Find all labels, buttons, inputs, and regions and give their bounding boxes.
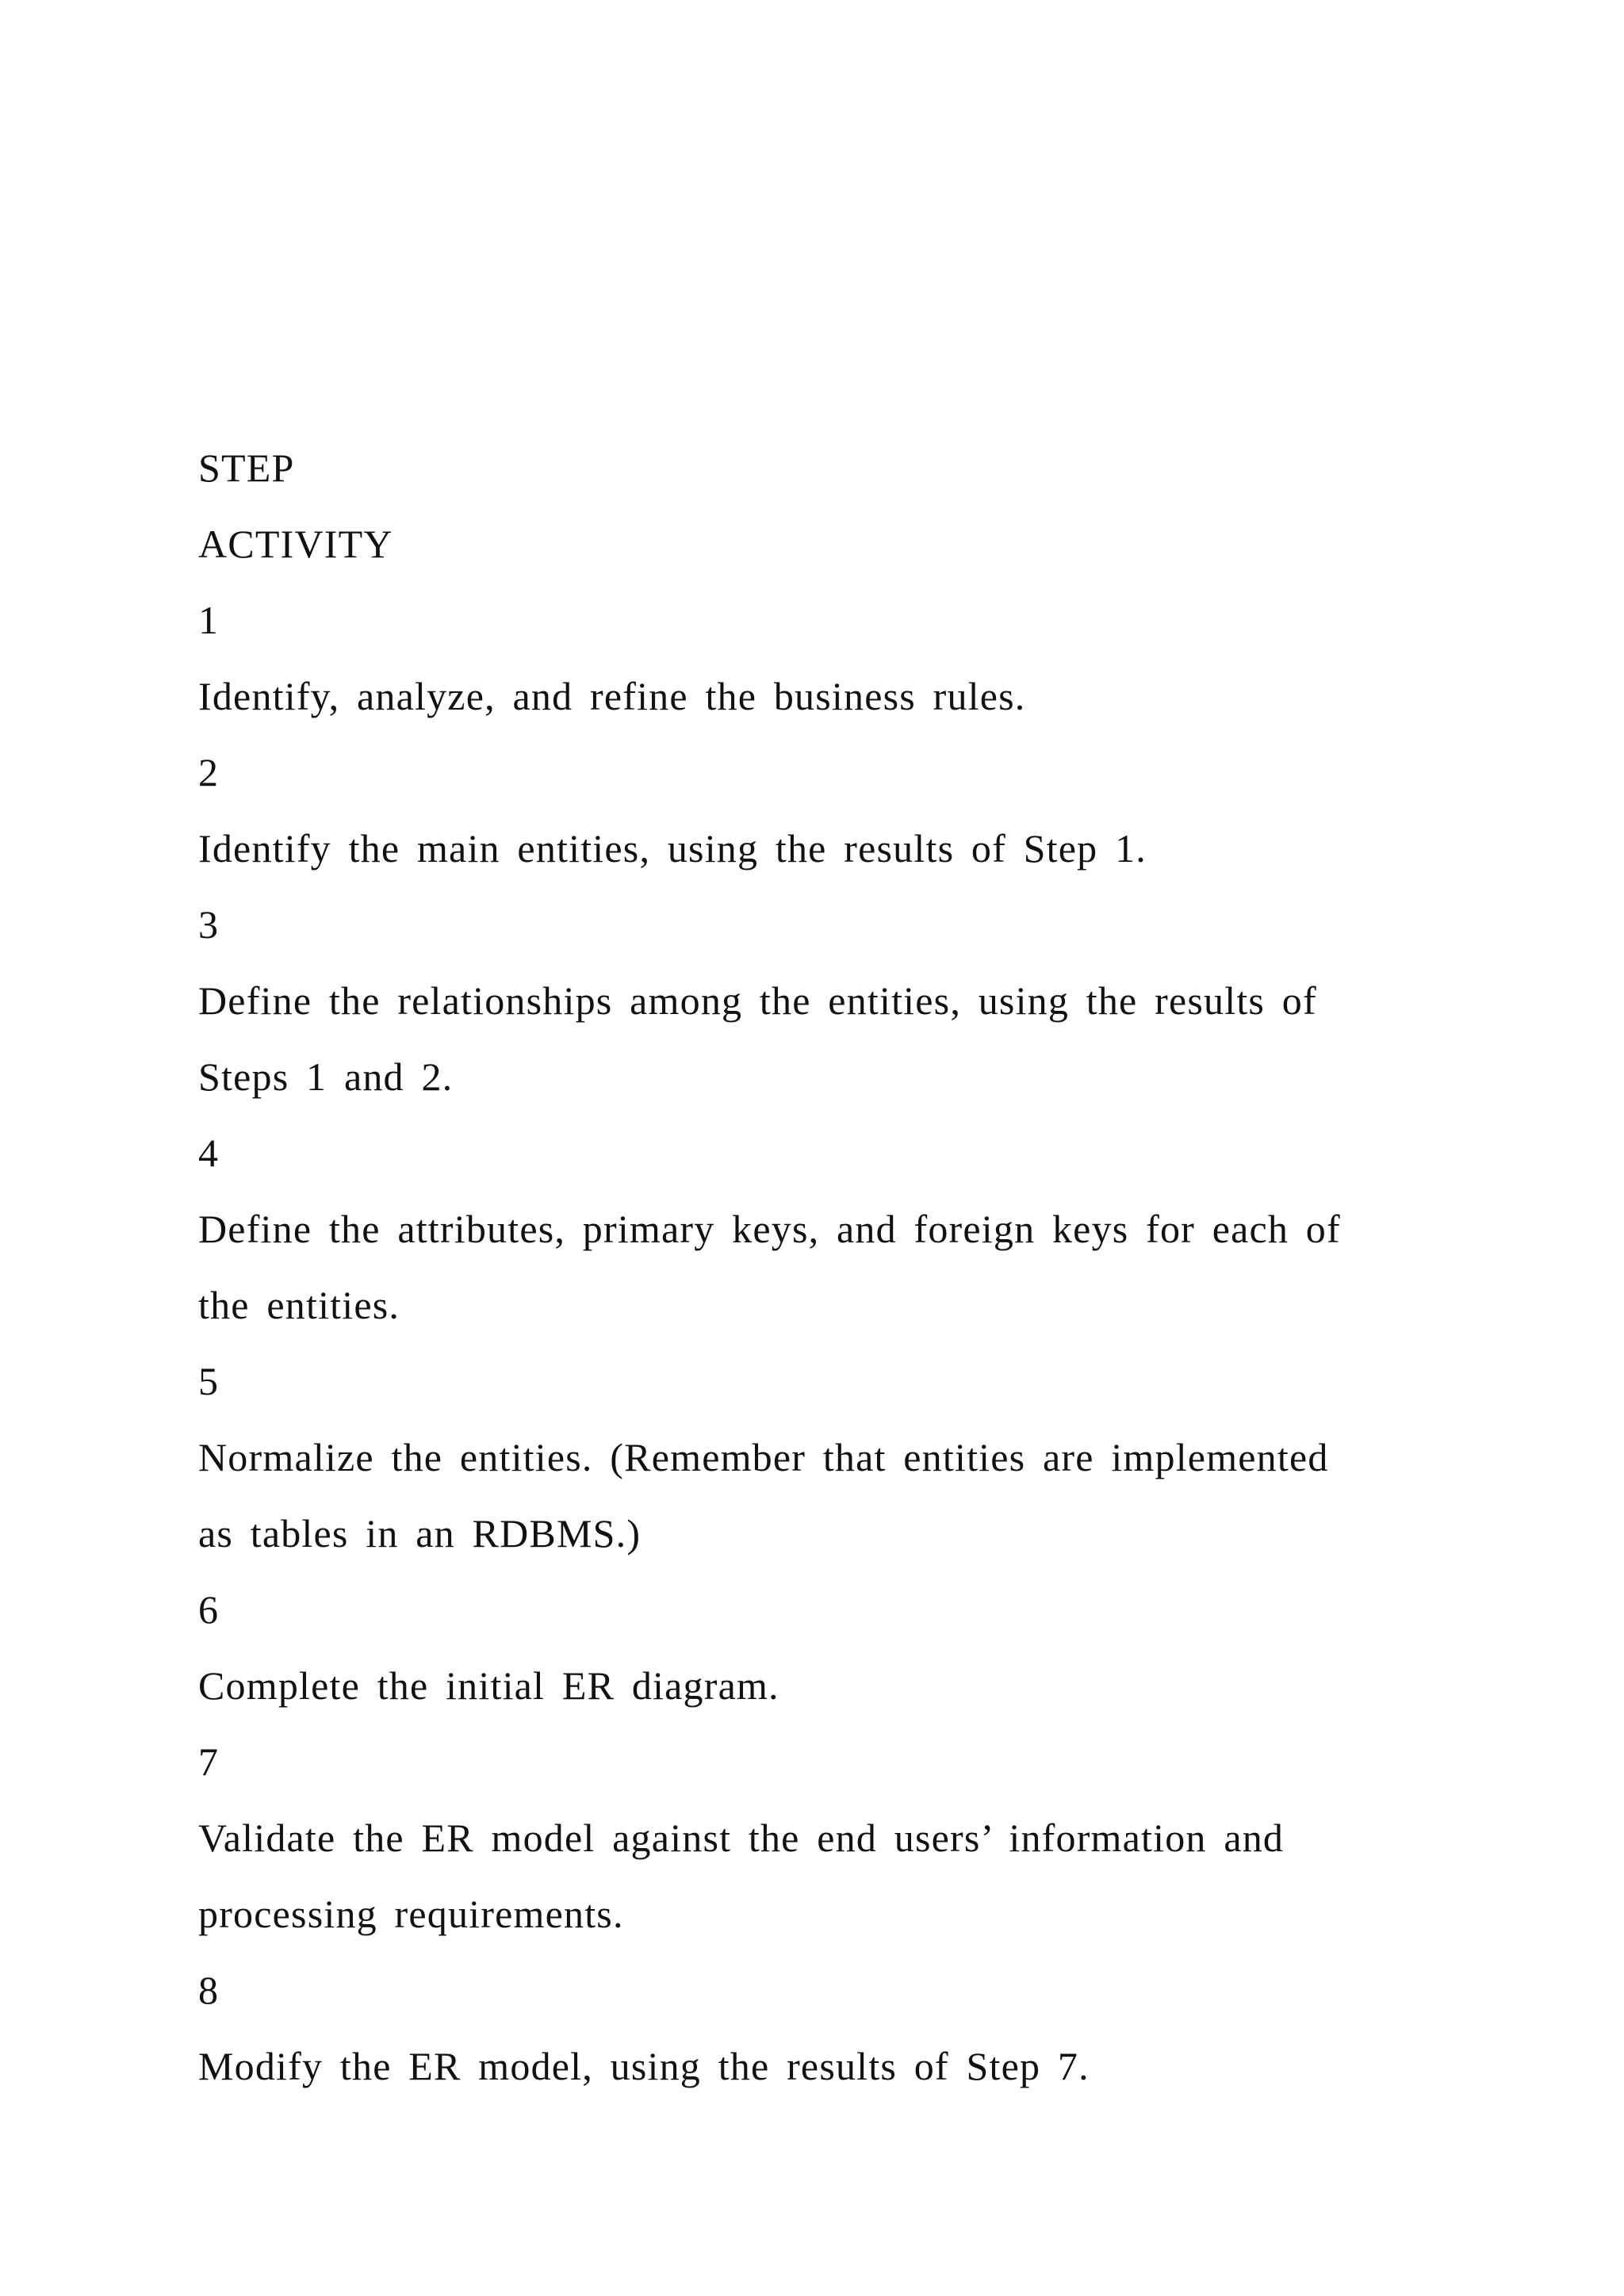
step-number: 4 bbox=[198, 1131, 220, 1175]
step-number: 3 bbox=[198, 902, 220, 947]
step-activity: Identify the main entities, using the results of Step 1. bbox=[198, 826, 1147, 871]
step-activity: Validate the ER model against the end users’ information and bbox=[198, 1816, 1285, 1860]
step-number: 8 bbox=[198, 1968, 220, 2012]
steps-table bbox=[198, 430, 1467, 2104]
step-activity: Define the relationships among the entities, using the results of bbox=[198, 978, 1317, 1023]
step-number: 1 bbox=[198, 598, 220, 642]
step-number: 5 bbox=[198, 1359, 220, 1403]
step-number: 7 bbox=[198, 1739, 220, 1784]
step-activity: Identify, analyze, and refine the business rules. bbox=[198, 674, 1026, 718]
step-number: 2 bbox=[198, 750, 220, 794]
step-activity: Complete the initial ER diagram. bbox=[198, 1663, 779, 1708]
step-number: 6 bbox=[198, 1587, 220, 1632]
step-activity-continued: the entities. bbox=[198, 1283, 400, 1327]
step-activity-continued: processing requirements. bbox=[198, 1892, 624, 1936]
step-activity: Normalize the entities. (Remember that entities are implemented bbox=[198, 1435, 1329, 1479]
step-activity-continued: as tables in an RDBMS.) bbox=[198, 1511, 642, 1556]
step-activity: Define the attributes, primary keys, and foreign keys for each of bbox=[198, 1207, 1341, 1251]
step-activity-continued: Steps 1 and 2. bbox=[198, 1054, 454, 1099]
activity-column-header: ACTIVITY bbox=[198, 522, 393, 566]
step-column-header: STEP bbox=[198, 446, 295, 490]
step-activity: Modify the ER model, using the results of Step 7. bbox=[198, 2044, 1090, 2088]
